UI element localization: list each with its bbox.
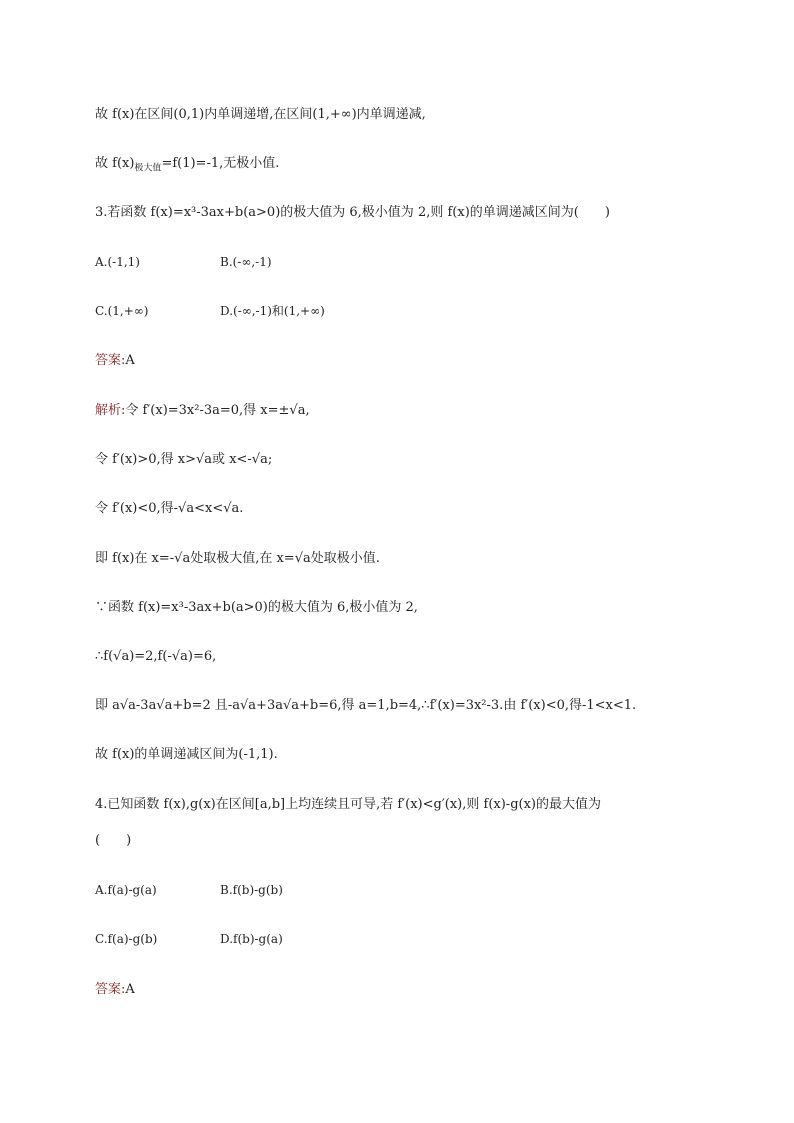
q3-answer	[95, 352, 135, 370]
analysis-line-8: 故 f(x)的单调递减区间为(-1,1).	[95, 747, 278, 762]
q3-option-a: A.(-1,1)	[95, 255, 140, 269]
analysis-line-6: ∴f(√a)=2,f(-√a)=6,	[95, 649, 217, 664]
analysis-line-2: 令 f′(x)>0,得 x>√a或 x<-√a;	[95, 452, 273, 467]
q3-option-c: C.(1,+∞)	[95, 304, 149, 318]
q4-option-b: B.f(b)-g(b)	[220, 883, 283, 897]
max-value-prefix: 故 f(x)	[95, 156, 135, 171]
q4-answer-value: A	[125, 982, 135, 997]
question-4-paren: ( )	[95, 833, 132, 848]
q3-answer-label: 答案:	[95, 353, 126, 368]
analysis-line-3: 令 f′(x)<0,得-√a<x<√a.	[95, 501, 244, 516]
max-value-subscript: 极大值	[134, 163, 162, 174]
question-4-stem: 4.已知函数 f(x),g(x)在区间[a,b]上均连续且可导,若 f′(x)<g′(x),则 f(x)-g(x)的最大值为	[95, 797, 601, 812]
text-line-max-value	[95, 155, 279, 178]
analysis-line-4: 即 f(x)在 x=-√a处取极大值,在 x=√a处取极小值.	[95, 551, 380, 566]
analysis-text-1: 令 f′(x)=3x²-3a=0,得 x=±√a,	[125, 403, 310, 418]
analysis-line-7: 即 a√a-3a√a+b=2 且-a√a+3a√a+b=6,得 a=1,b=4,∴f′(x)=3x²-3.由 f′(x)<0,得-1<x<1.	[95, 698, 637, 713]
analysis-label: 解析:	[95, 403, 126, 418]
q3-option-d: D.(-∞,-1)和(1,+∞)	[220, 304, 325, 318]
q4-option-a: A.f(a)-g(a)	[95, 883, 157, 897]
analysis-line-1	[95, 402, 310, 420]
analysis-line-5: ∵函数 f(x)=x³-3ax+b(a>0)的极大值为 6,极小值为 2,	[95, 600, 418, 615]
max-value-rest: =f(1)=-1,无极小值.	[161, 156, 280, 171]
question-3-stem: 3.若函数 f(x)=x³-3ax+b(a>0)的极大值为 6,极小值为 2,则 f(x)的单调递减区间为( )	[95, 205, 610, 220]
text-line-monotonic: 故 f(x)在区间(0,1)内单调递增,在区间(1,+∞)内单调递减,	[95, 107, 426, 122]
q4-answer-label: 答案:	[95, 982, 126, 997]
q3-option-b: B.(-∞,-1)	[220, 255, 272, 269]
q3-answer-value: A	[125, 353, 135, 368]
q4-option-d: D.f(b)-g(a)	[220, 932, 283, 946]
q4-answer	[95, 981, 135, 999]
q4-option-c: C.f(a)-g(b)	[95, 932, 158, 946]
